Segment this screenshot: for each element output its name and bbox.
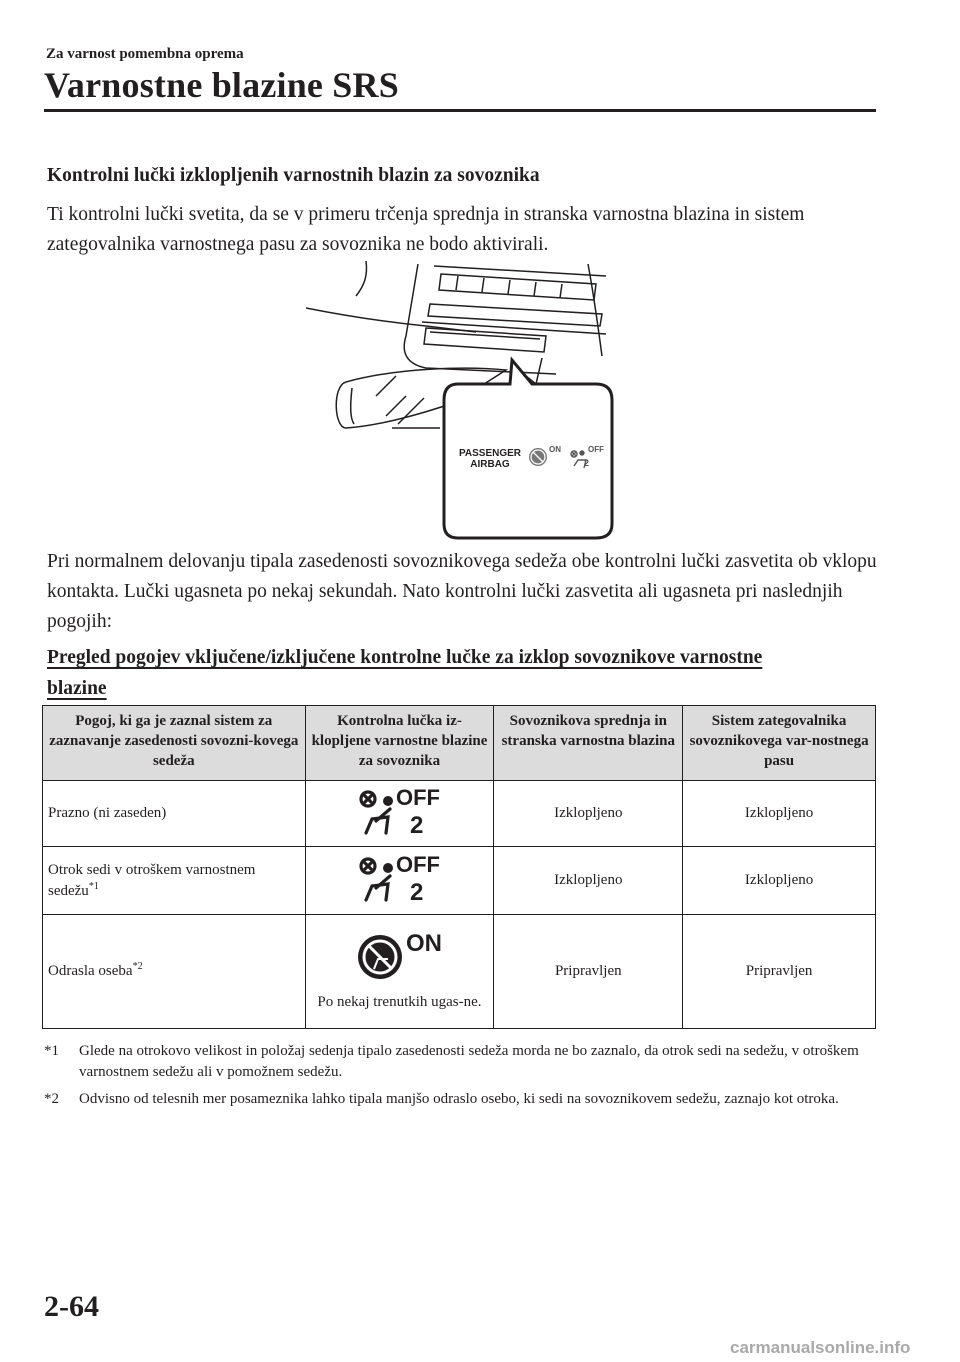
condition-cell xyxy=(43,781,306,847)
pretensioner-status-cell: Izklopljeno xyxy=(683,847,876,915)
airbag-off-icon xyxy=(350,850,450,904)
condition-cell xyxy=(43,847,306,915)
footnote-text: Glede na otrokovo velikost in položaj sedenja tipalo zasedenosti sedeža morda ne bo zaznalo, da otrok sedi na sedežu, v otroškem varnostnem sedežu ali v pomožnem sedežu. xyxy=(79,1043,859,1080)
table-row xyxy=(43,847,876,915)
indicator-note: Po nekaj trenutkih ugas-ne. xyxy=(317,994,482,1010)
page-title: Varnostne blazine SRS xyxy=(44,65,399,105)
dashboard-illustration xyxy=(306,256,618,542)
indicator-number: 2 xyxy=(409,879,423,904)
illustration-off-number: 2 xyxy=(584,458,590,468)
col-header-pretensioner: Sistem zategovalnika sovoznikovega var-nostnega pasu xyxy=(683,706,876,781)
page-number: 2-64 xyxy=(44,1290,99,1323)
table-heading-line1: Pregled pogojev vključene/izključene kontrolne lučke za izklop sovoznikove varnostne xyxy=(47,647,763,668)
airbag-on-icon xyxy=(350,929,450,981)
intro-paragraph: Ti kontrolni lučki svetita, da se v primeru trčenja sprednja in stranska varnostna blazina in sistem zategovalnika varnostnega pasu za sovoznika ne bodo aktivirali. xyxy=(47,204,805,255)
table-heading-line2: blazine xyxy=(47,678,107,699)
indicator-cell xyxy=(305,847,494,915)
indicator-on-text: ON xyxy=(405,930,442,957)
col-header-airbag: Sovoznikova sprednja in stranska varnostna blazina xyxy=(494,706,683,781)
intro-subheading: Kontrolni lučki izklopljenih varnostnih blazin za sovoznika xyxy=(47,165,540,186)
airbag-status-cell: Pripravljen xyxy=(494,915,683,1029)
watermark: carmanualsonline.info xyxy=(730,1338,911,1357)
footnote-mark: *1 xyxy=(88,880,99,892)
indicator-cell xyxy=(305,781,494,847)
condition-cell xyxy=(43,915,306,1029)
table-row xyxy=(43,915,876,1029)
passenger-airbag-label: PASSENGER xyxy=(458,448,522,459)
col-header-indicator: Kontrolna lučka iz-klopljene varnostne blazine za sovoznika xyxy=(305,706,494,781)
footnote-mark: *2 xyxy=(132,961,143,972)
pretensioner-status-cell: Pripravljen xyxy=(683,915,876,1029)
condition-text: Otrok sedi v otroškem varnostnem sedežu xyxy=(48,861,256,899)
indicator-off-text: OFF xyxy=(395,852,440,877)
indicator-off-text: OFF xyxy=(395,785,440,810)
footnote-mark: *1 xyxy=(44,1043,59,1059)
airbag-status-cell: Izklopljeno xyxy=(494,847,683,915)
title-rule xyxy=(44,109,876,112)
airbag-on-icon xyxy=(529,448,547,466)
indicator-cell xyxy=(305,915,494,1029)
footnote-mark: *2 xyxy=(44,1091,59,1107)
illustration-on-label: ON xyxy=(549,445,561,454)
footnote xyxy=(44,1041,874,1083)
illustration-off-label: OFF xyxy=(588,445,604,454)
body-paragraph: Pri normalnem delovanju tipala zasedenosti sovoznikovega sedeža obe kontrolni lučki zasvetita ob vklopu kontakta. Lučki ugasneta po nekaj sekundah. Nato kontrolni lučki zasvetita ali ugasneta pri naslednjih pogojih: xyxy=(47,551,877,632)
section-label: Za varnost pomembna oprema xyxy=(46,46,244,62)
footnote-text: Odvisno od telesnih mer posameznika lahko tipala manjšo odraslo osebo, ki sedi na sovoznikovem sedežu, zaznajo kot otroka. xyxy=(79,1091,839,1107)
indicator-number: 2 xyxy=(409,812,423,837)
conditions-table xyxy=(42,705,876,1029)
airbag-status-cell: Izklopljeno xyxy=(494,781,683,847)
table-row xyxy=(43,781,876,847)
table-heading xyxy=(47,642,877,704)
pretensioner-status-cell: Izklopljeno xyxy=(683,781,876,847)
airbag-off-icon xyxy=(350,783,450,837)
col-header-condition: Pogoj, ki ga je zaznal sistem za zaznavanje zasedenosti sovozni-kovega sedeža xyxy=(43,706,306,781)
condition-text: Prazno (ni zaseden) xyxy=(48,805,167,821)
footnote xyxy=(44,1089,874,1110)
condition-text: Odrasla oseba xyxy=(48,963,133,979)
passenger-airbag-label-2: AIRBAG xyxy=(470,459,510,470)
table-header-row xyxy=(43,706,876,781)
